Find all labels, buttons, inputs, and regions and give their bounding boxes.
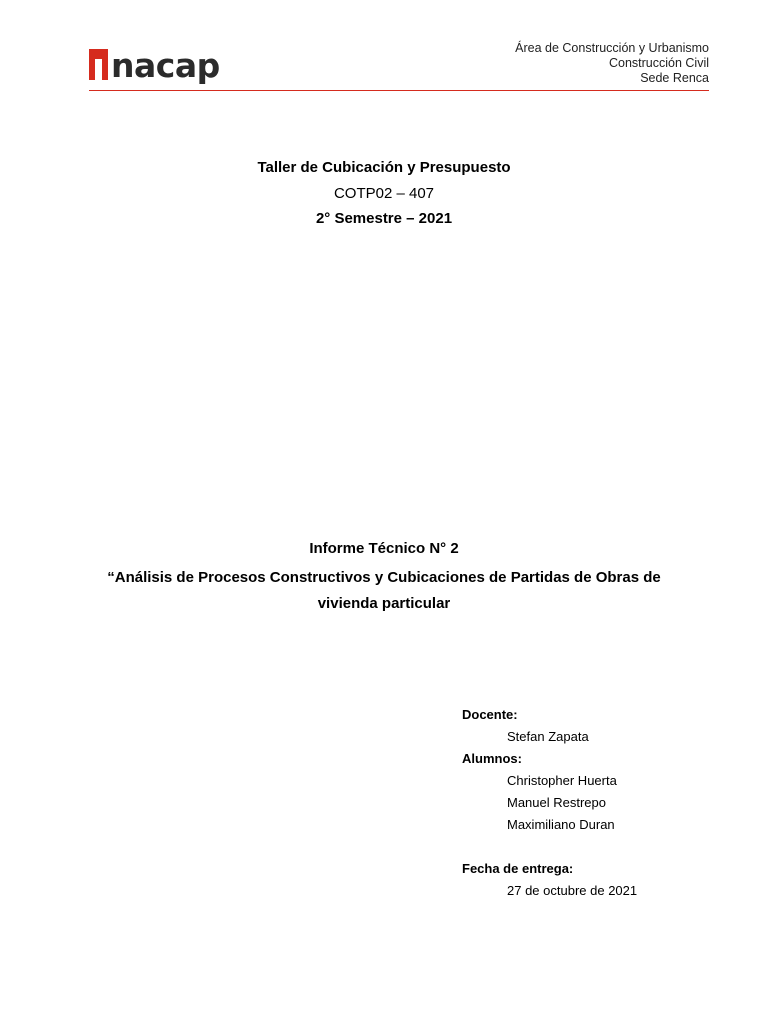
teacher-name: Stefan Zapata: [507, 729, 589, 744]
report-subtitle: “Análisis de Procesos Constructivos y Cubicaciones de Partidas de Obras de vivienda particular: [107, 569, 661, 612]
career-text: Construcción Civil: [608, 56, 709, 70]
institution-info: [515, 41, 709, 86]
student-name: Manuel Restrepo: [507, 795, 606, 810]
delivery-date: 27 de octubre de 2021: [507, 883, 638, 898]
logo-mark-icon: [89, 49, 108, 80]
inacap-logo: [89, 44, 220, 85]
report-title: Informe Técnico N° 2: [309, 540, 459, 557]
students-label: Alumnos:: [462, 751, 522, 766]
semester: 2° Semestre – 2021: [315, 210, 453, 227]
info-block: [462, 704, 637, 902]
header-divider: [89, 90, 709, 91]
student-name: Maximiliano Duran: [507, 817, 615, 832]
department-text: Área de Construcción y Urbanismo: [515, 41, 709, 55]
teacher-label: Docente:: [462, 707, 518, 722]
date-label: Fecha de entrega:: [462, 861, 574, 876]
course-title: Taller de Cubicación y Presupuesto: [257, 159, 511, 176]
logo-text: nacap: [111, 46, 220, 85]
student-name: Christopher Huerta: [507, 773, 617, 788]
course-code: COTP02 – 407: [333, 185, 435, 202]
campus-text: Sede Renca: [640, 71, 709, 85]
